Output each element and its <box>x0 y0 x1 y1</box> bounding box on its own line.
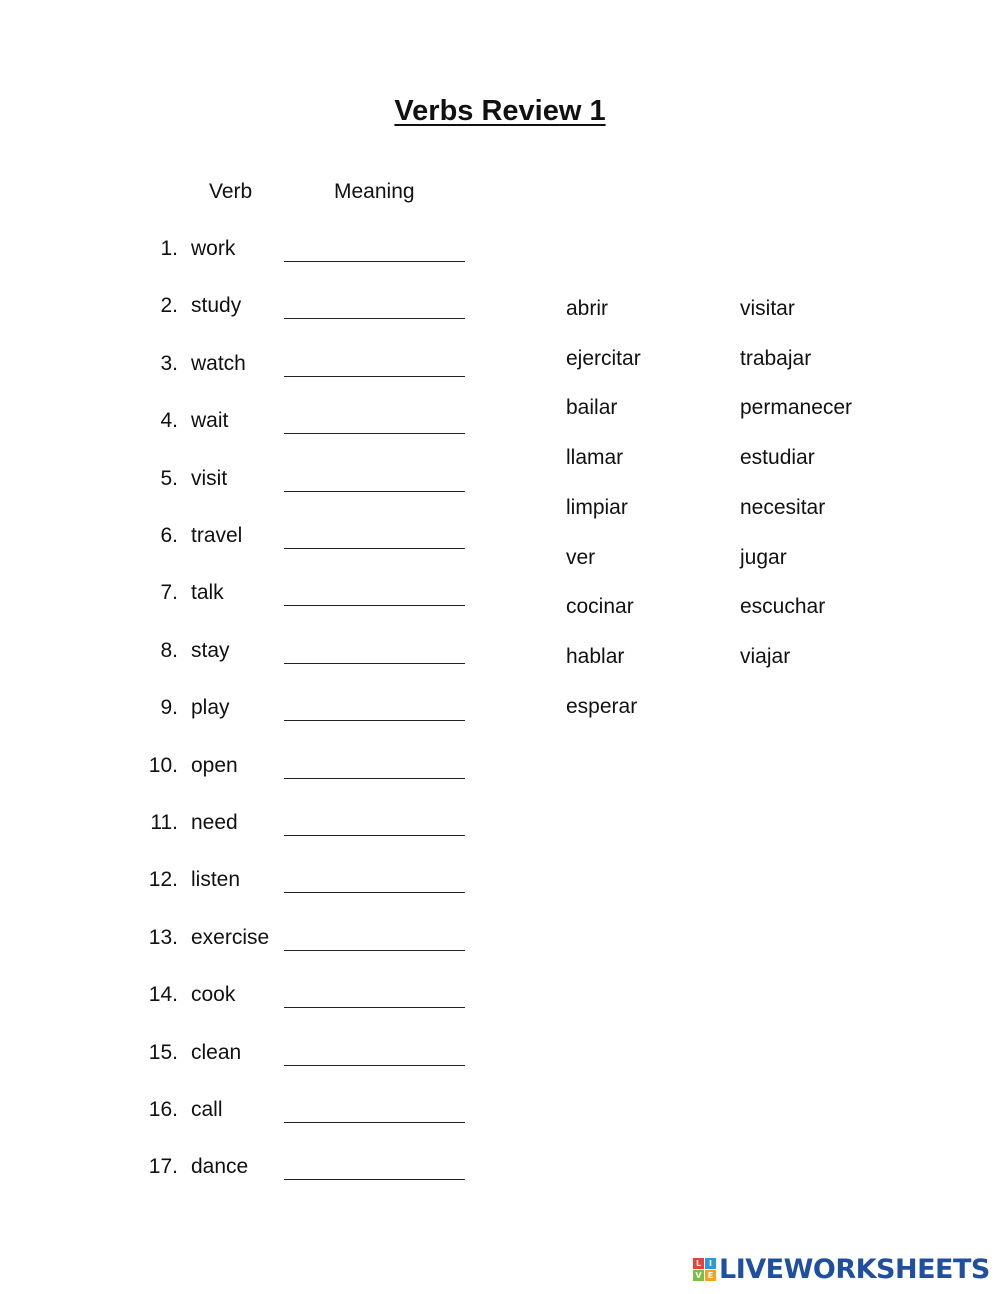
verb-row <box>0 294 1000 324</box>
verb-row <box>0 352 1000 382</box>
verb-word: need <box>191 811 238 834</box>
item-number: 15. <box>148 1040 178 1064</box>
verb-row <box>0 1155 1000 1185</box>
verb-word: play <box>191 696 230 720</box>
word-bank-left-item: limpiar <box>566 495 628 519</box>
item-number: 11. <box>150 811 178 834</box>
verb-word: work <box>191 237 236 260</box>
verb-word: stay <box>191 638 230 662</box>
verb-word: study <box>191 294 242 318</box>
verb-row <box>0 639 1000 669</box>
verb-word: watch <box>191 351 246 375</box>
meaning-answer-blank[interactable] <box>284 433 465 434</box>
word-bank-right-item: trabajar <box>740 346 812 370</box>
verb-word: clean <box>191 1040 242 1064</box>
verb-row <box>0 868 1000 898</box>
item-number: 7. <box>160 581 178 605</box>
logo-mark-letter: E <box>705 1270 716 1281</box>
item-number: 1. <box>160 237 178 260</box>
logo-wordmark: LIVEWORKSHEETS <box>719 1253 990 1285</box>
meaning-answer-blank[interactable] <box>284 720 465 721</box>
word-bank-right-item: visitar <box>740 297 795 320</box>
word-bank-left-item: abrir <box>566 297 609 320</box>
meaning-answer-blank[interactable] <box>284 950 465 951</box>
meaning-answer-blank[interactable] <box>284 835 465 836</box>
logo-mark-letter: L <box>693 1258 704 1269</box>
worksheet-title: Verbs Review 1 <box>394 95 606 127</box>
verb-row <box>0 237 1000 267</box>
item-number: 3. <box>160 351 178 375</box>
logo-mark-icon <box>693 1258 716 1281</box>
verb-row <box>0 696 1000 726</box>
verb-row <box>0 524 1000 554</box>
meaning-answer-blank[interactable] <box>284 1179 465 1180</box>
verb-word: visit <box>191 466 228 490</box>
meaning-answer-blank[interactable] <box>284 491 465 492</box>
logo-mark-letter: V <box>693 1270 704 1281</box>
verb-word: dance <box>191 1155 249 1179</box>
item-number: 6. <box>160 524 178 547</box>
verb-row <box>0 581 1000 611</box>
verb-row <box>0 983 1000 1013</box>
verb-word: exercise <box>191 925 270 949</box>
verb-row <box>0 754 1000 784</box>
word-bank-right-item: jugar <box>740 545 787 569</box>
verb-word: travel <box>191 524 243 547</box>
verb-row <box>0 467 1000 497</box>
word-bank-right-item: viajar <box>740 644 791 668</box>
item-number: 16. <box>148 1098 178 1121</box>
meaning-answer-blank[interactable] <box>284 376 465 377</box>
verb-row <box>0 926 1000 956</box>
meaning-answer-blank[interactable] <box>284 663 465 664</box>
item-number: 5. <box>160 466 178 490</box>
word-bank-left-item: esperar <box>566 694 638 718</box>
word-bank-left-item: ejercitar <box>566 346 641 370</box>
verb-word: wait <box>191 409 229 433</box>
verb-column-header: Verb <box>209 180 253 203</box>
meaning-answer-blank[interactable] <box>284 318 465 319</box>
verb-word: open <box>191 753 238 777</box>
verb-row <box>0 1041 1000 1071</box>
item-number: 8. <box>160 638 178 662</box>
meaning-answer-blank[interactable] <box>284 1065 465 1066</box>
word-bank-left-item: llamar <box>566 446 624 470</box>
word-bank-left-item: bailar <box>566 396 618 420</box>
item-number: 12. <box>148 868 178 892</box>
item-number: 10. <box>148 753 178 777</box>
word-bank-left-item: ver <box>566 545 596 569</box>
verb-word: listen <box>191 868 241 892</box>
item-number: 2. <box>160 294 178 318</box>
item-number: 9. <box>160 696 178 720</box>
word-bank-right-item: estudiar <box>740 446 815 470</box>
word-bank-right-item: permanecer <box>740 396 853 420</box>
verb-word: cook <box>191 983 236 1007</box>
verb-word: call <box>191 1098 223 1121</box>
word-bank-right-item: necesitar <box>740 495 826 519</box>
meaning-answer-blank[interactable] <box>284 892 465 893</box>
meaning-answer-blank[interactable] <box>284 778 465 779</box>
verb-row <box>0 1098 1000 1128</box>
meaning-answer-blank[interactable] <box>284 1007 465 1008</box>
meaning-answer-blank[interactable] <box>284 1122 465 1123</box>
meaning-answer-blank[interactable] <box>284 548 465 549</box>
liveworksheets-logo <box>693 1254 990 1284</box>
meaning-column-header: Meaning <box>334 180 415 203</box>
item-number: 14. <box>148 983 178 1007</box>
verb-word: talk <box>191 581 224 605</box>
item-number: 4. <box>160 409 178 433</box>
meaning-answer-blank[interactable] <box>284 605 465 606</box>
word-bank-left-item: hablar <box>566 644 625 668</box>
logo-mark-letter: I <box>705 1258 716 1269</box>
verb-row <box>0 811 1000 841</box>
item-number: 13. <box>148 925 178 949</box>
meaning-answer-blank[interactable] <box>284 261 465 262</box>
item-number: 17. <box>148 1155 178 1179</box>
word-bank-right-item: escuchar <box>740 595 826 619</box>
word-bank-left-item: cocinar <box>566 595 634 619</box>
